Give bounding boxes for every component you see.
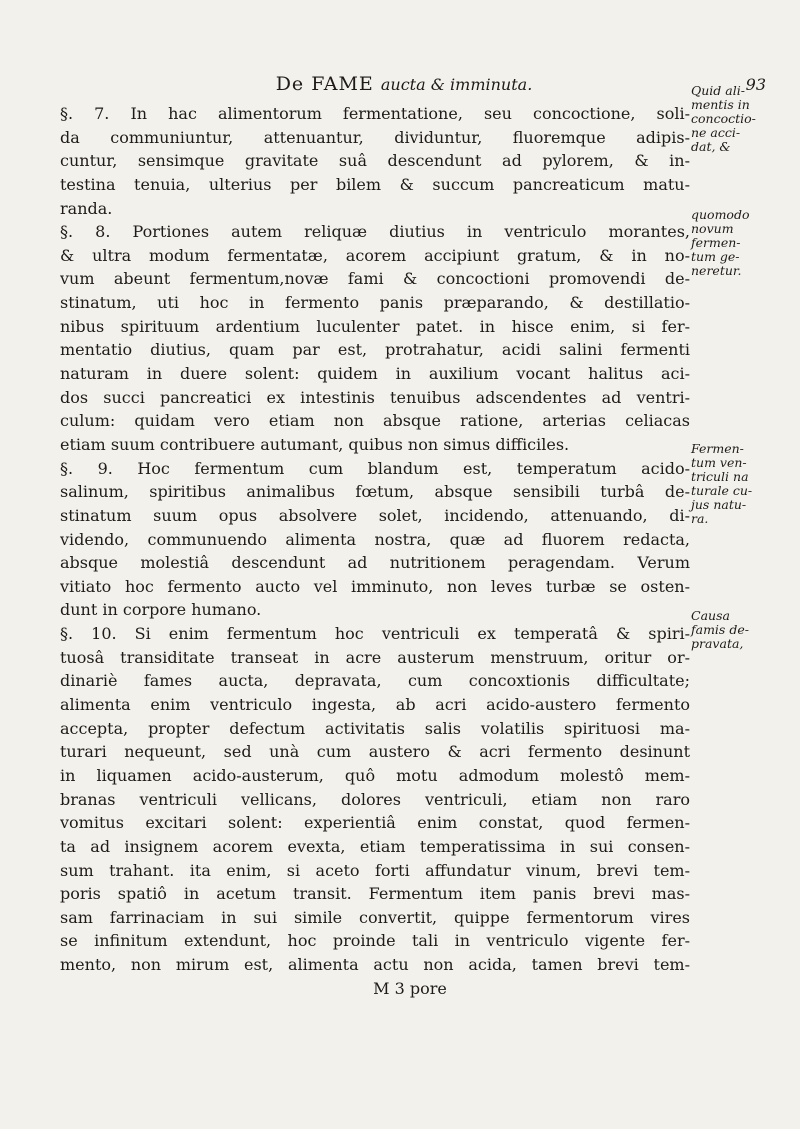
text-line: mento, non mirum est, alimenta actu non acida, tamen brevi tem- xyxy=(60,955,690,975)
text-line: §. 8. Portiones autem reliquæ diutius in ventriculo morantes, xyxy=(60,222,690,242)
text-line: randa. xyxy=(60,198,113,218)
text-line: sam farrinaciam in sui simile convertit, quippe fermentorum vires xyxy=(60,907,690,927)
text-line: nibus spirituum ardentium luculenter patet. in hisce enim, si fer- xyxy=(60,316,690,336)
text-line: stinatum, uti hoc in fermento panis præparando, & destillatio- xyxy=(60,293,690,313)
text-line: branas ventriculi vellicans, dolores ventriculi, etiam non raro xyxy=(60,789,690,809)
margin-note-line: famis de- xyxy=(691,622,749,637)
text-line: §. 9. Hoc fermentum cum blandum est, temperatum acido- xyxy=(60,458,690,478)
page-number: 93 xyxy=(745,75,766,94)
text-line: etiam suum contribuere autumant, quibus non simus difficiles. xyxy=(60,434,570,454)
margin-note-line: ra. xyxy=(691,511,709,526)
running-header xyxy=(38,73,770,99)
text-line: stinatum suum opus absolvere solet, incidendo, attenuando, di- xyxy=(60,505,690,525)
text-line: §. 7. In hac alimentorum fermentatione, seu concoctione, soli- xyxy=(60,104,690,123)
text-line: testina tenuia, ulterius per bilem & succum pancreaticum matu- xyxy=(60,174,690,194)
text-line: accepta, propter defectum activitatis salis volatilis spirituosi ma- xyxy=(60,718,690,738)
text-line: §. 10. Si enim fermentum hoc ventriculi ex temperatâ & spiri- xyxy=(60,624,690,644)
text-line: poris spatiô in acetum transit. Fermentum item panis brevi mas- xyxy=(60,884,690,904)
margin-note-line: dat, & xyxy=(691,139,731,154)
text-line: mentatio diutius, quam par est, protrahatur, acidi salini fermenti xyxy=(60,340,690,360)
text-line: in liquamen acido-austerum, quô motu admodum molestô mem- xyxy=(60,765,690,785)
margin-note-line: Quid ali- xyxy=(691,83,745,98)
signature-and-catchword: M 3 pore xyxy=(373,978,447,998)
margin-note-line: Fermen- xyxy=(691,441,744,456)
margin-note-line: quomodo xyxy=(691,207,750,222)
running-title xyxy=(38,73,770,95)
margin-note-line: neretur. xyxy=(691,263,742,278)
text-line: naturam in duere solent: quidem in auxilium vocant halitus aci- xyxy=(60,364,690,384)
text-line: tuosâ transiditate transeat in acre austerum menstruum, oritur or- xyxy=(60,647,690,667)
margin-note-line: triculi na xyxy=(691,469,749,484)
text-line: ta ad insignem acorem evexta, etiam temperatissima in sui consen- xyxy=(60,836,690,856)
margin-note-line: mentis in xyxy=(691,97,750,112)
text-line: sum trahant. ita enim, si aceto forti affundatur vinum, brevi tem- xyxy=(60,860,690,880)
margin-note-line: concoctio- xyxy=(691,111,756,126)
margin-note-line: tum ge- xyxy=(691,249,740,264)
margin-note-line: ne acci- xyxy=(691,125,741,140)
text-line: dos succi pancreatici ex intestinis tenuibus adscendentes ad ventri- xyxy=(60,387,690,407)
margin-note-line: pravata, xyxy=(691,636,744,651)
margin-note-line: fermen- xyxy=(691,235,741,250)
running-title-italic: aucta & imminuta. xyxy=(380,75,533,94)
text-line: vitiato hoc fermento aucto vel imminuto, non leves turbæ se osten- xyxy=(60,576,690,596)
text-line: culum: quidam vero etiam non absque ratione, arterias celiacas xyxy=(60,411,690,431)
text-line: cuntur, sensimque gravitate suâ descendunt ad pylorem, & in- xyxy=(60,151,690,171)
text-line: dinariè fames aucta, depravata, cum concoxtionis difficultate; xyxy=(60,671,690,691)
margin-note-line: Causa xyxy=(691,608,730,623)
main-text xyxy=(60,102,690,1000)
text-line: vomitus excitari solent: experientiâ enim constat, quod fermen- xyxy=(60,813,690,833)
text-line: salinum, spiritibus animalibus fœtum, absque sensibili turbâ de- xyxy=(60,482,690,502)
text-line: da communiuntur, attenuantur, dividuntur, fluoremque adipis- xyxy=(60,127,690,147)
text-line: turari nequeunt, sed unà cum austero & acri fermento desinunt xyxy=(60,742,690,762)
text-line: dunt in corpore humano. xyxy=(60,600,262,620)
margin-note-line: novum xyxy=(691,221,734,236)
running-title-main: De FAME xyxy=(275,73,381,95)
text-line: & ultra modum fermentatæ, acorem accipiunt gratum, & in no- xyxy=(60,245,690,265)
margin-note-line: turale cu- xyxy=(691,483,753,498)
text-line: se infinitum extendunt, hoc proinde tali in ventriculo vigente fer- xyxy=(60,931,690,951)
text-line: alimenta enim ventriculo ingesta, ab acri acido-austero fermento xyxy=(60,695,690,715)
text-line: vum abeunt fermentum,novæ fami & concoctioni promovendi de- xyxy=(60,269,690,289)
text-line: absque molestiâ descendunt ad nutritionem peragendam. Verum xyxy=(60,553,690,573)
margin-note-line: tum ven- xyxy=(691,455,747,470)
text-line: videndo, communuendo alimenta nostra, quæ ad fluorem redacta, xyxy=(60,529,690,549)
margin-note-line: jus natu- xyxy=(691,497,747,512)
